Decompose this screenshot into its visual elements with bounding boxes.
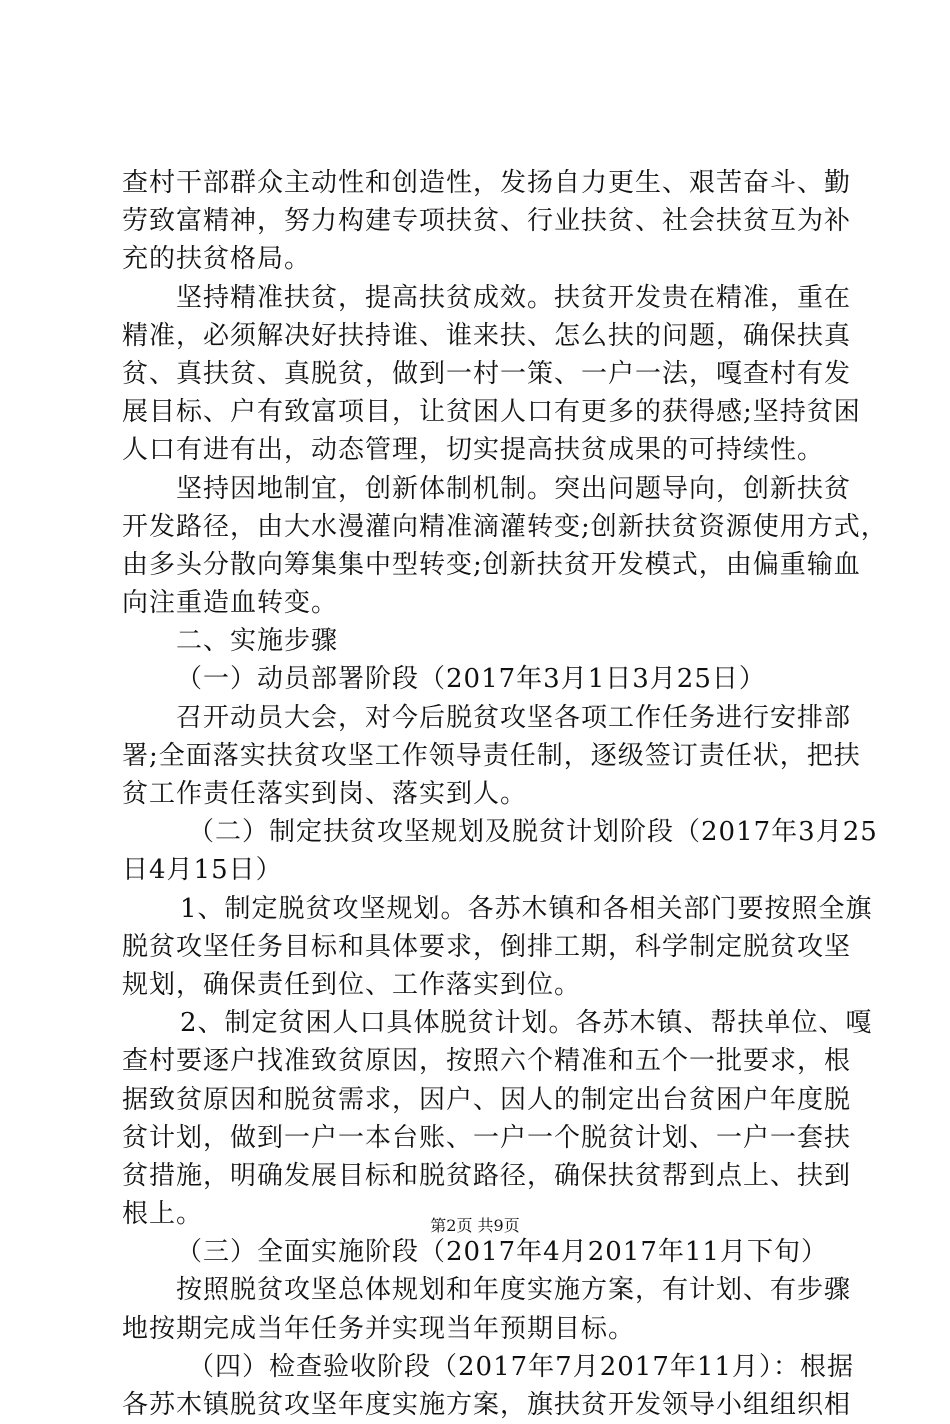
- text-line: 日4月15日）: [122, 855, 283, 886]
- subsection-heading: （二）制定扶贫攻坚规划及脱贫计划阶段（2017年3月25: [188, 817, 878, 848]
- paragraph-start-line: 2、制定贫困人口具体脱贫计划。各苏木镇、帮扶单位、嘎: [180, 1008, 873, 1039]
- text-line: 人口有进有出，动态管理，切实提高扶贫成果的可持续性。: [122, 435, 825, 466]
- text-line: 地按期完成当年任务并实现当年预期目标。: [122, 1313, 636, 1344]
- paragraph-start-line: 召开动员大会，对今后脱贫攻坚各项工作任务进行安排部: [176, 702, 852, 733]
- subsection-heading: （一）动员部署阶段（2017年3月1日3月25日）: [176, 664, 766, 695]
- text-line: 由多头分散向筹集集中型转变;创新扶贫开发模式，由偏重输血: [122, 549, 861, 580]
- text-line: 精准，必须解决好扶持谁、谁来扶、怎么扶的问题，确保扶真: [122, 320, 852, 351]
- text-line: 充的扶贫格局。: [122, 244, 312, 275]
- text-line: 查村要逐户找准致贫原因，按照六个精准和五个一批要求，根: [122, 1046, 852, 1077]
- text-line: 向注重造血转变。: [122, 588, 339, 619]
- text-line: 贫措施，明确发展目标和脱贫路径，确保扶贫帮到点上、扶到: [122, 1160, 852, 1191]
- subsection-heading: （四）检查验收阶段（2017年7月2017年11月）：根据: [188, 1351, 854, 1382]
- text-line: 贫计划，做到一户一本台账、一户一个脱贫计划、一户一套扶: [122, 1122, 852, 1153]
- subsection-heading: （三）全面实施阶段（2017年4月2017年11月下旬）: [176, 1237, 828, 1268]
- paragraph-start-line: 1、制定脱贫攻坚规划。各苏木镇和各相关部门要按照全旗: [180, 893, 873, 924]
- text-line: 据致贫原因和脱贫需求，因户、因人的制定出台贫困户年度脱: [122, 1084, 852, 1115]
- text-line: 开发路径，由大水漫灌向精准滴灌转变;创新扶贫资源使用方式，: [122, 511, 888, 542]
- text-line: 贫工作责任落实到岗、落实到人。: [122, 779, 528, 809]
- text-line: 各苏木镇脱贫攻坚年度实施方案，旗扶贫开发领导小组组织相: [122, 1390, 852, 1420]
- text-line: 脱贫攻坚任务目标和具体要求，倒排工期，科学制定脱贫攻坚: [122, 931, 852, 962]
- text-line: 展目标、户有致富项目，让贫困人口有更多的获得感;坚持贫困: [122, 397, 861, 428]
- section-heading: 二、实施步骤: [176, 626, 339, 657]
- page-number-footer: 第2页 共9页: [430, 1216, 520, 1235]
- text-line: 查村干部群众主动性和创造性，发扬自力更生、艰苦奋斗、勤: [122, 168, 852, 198]
- text-line: 规划，确保责任到位、工作落实到位。: [122, 969, 582, 1000]
- paragraph-start-line: 坚持精准扶贫，提高扶贫成效。扶贫开发贵在精准，重在: [176, 282, 852, 313]
- text-line: 贫、真扶贫、真脱贫，做到一村一策、一户一法，嘎查村有发: [122, 358, 852, 389]
- paragraph-start-line: 坚持因地制宜，创新体制机制。突出问题导向，创新扶贫: [176, 473, 852, 504]
- text-line: 根上。: [122, 1199, 204, 1230]
- text-line: 署;全面落实扶贫攻坚工作领导责任制，逐级签订责任状，把扶: [122, 740, 861, 771]
- paragraph-start-line: 按照脱贫攻坚总体规划和年度实施方案，有计划、有步骤: [176, 1275, 852, 1306]
- text-line: 劳致富精神，努力构建专项扶贫、行业扶贫、社会扶贫互为补: [122, 206, 852, 237]
